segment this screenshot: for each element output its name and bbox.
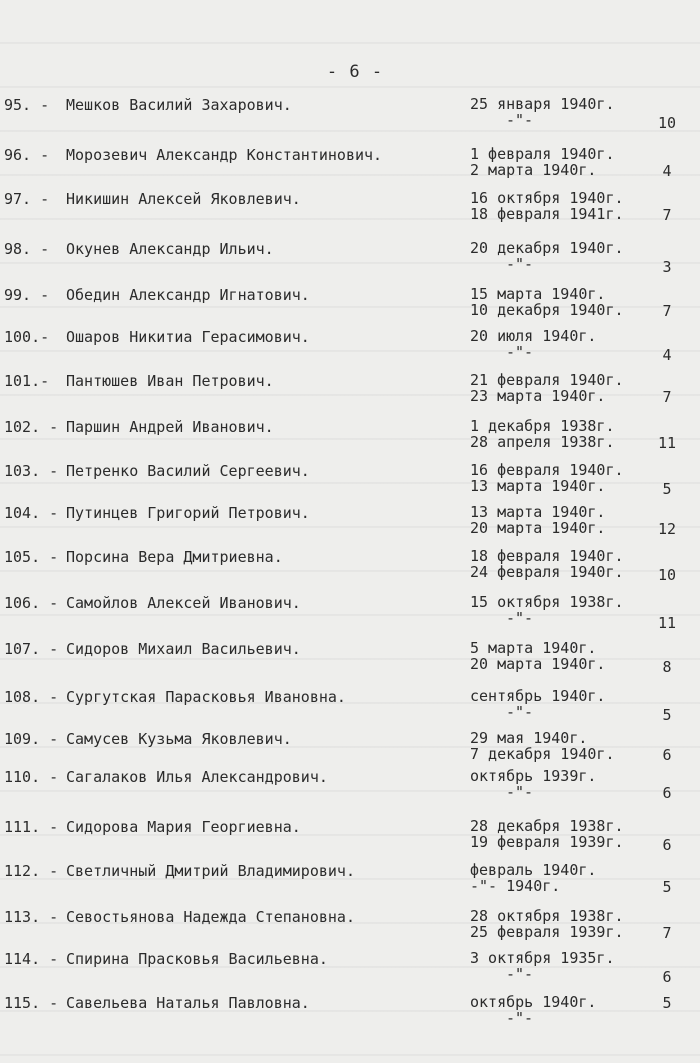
entry-date-start: 5 марта 1940г. [470,639,597,657]
entry-name: Ошаров Никитиа Герасимович. [66,328,310,346]
entry-number: 101.- [4,372,50,390]
entry-number: 97. - [4,190,50,208]
entry-number: 100.- [4,328,50,346]
entry-date-start: сентябрь 1940г. [470,687,606,705]
entry-count: 7 [662,302,672,320]
entry-date-end: -"- [506,343,534,361]
entry-number: 108. - [4,688,59,706]
entry-date-end: 7 декабря 1940г. [470,745,615,763]
entry-date-start: 20 декабря 1940г. [470,239,624,257]
entry-date-start: 3 октября 1935г. [470,949,615,967]
entry-count: 5 [662,994,672,1012]
entry-date-start: октябрь 1940г. [470,993,597,1011]
entry-count: 5 [662,706,672,724]
entry-count: 5 [662,480,672,498]
entry-name: Путинцев Григорий Петрович. [66,504,310,522]
entry-date-start: 1 декабря 1938г. [470,417,615,435]
entry-date-start: 15 марта 1940г. [470,285,606,303]
entry-count: 6 [662,968,672,986]
entry-number: 103. - [4,462,59,480]
entry-date-end: -"- [506,703,534,721]
entry-number: 114. - [4,950,59,968]
entry-date-start: 1 февраля 1940г. [470,145,615,163]
entry-number: 113. - [4,908,59,926]
entry-date-start: 20 июля 1940г. [470,327,597,345]
entry-date-end: 19 февраля 1939г. [470,833,624,851]
entry-count: 6 [662,836,672,854]
entry-number: 111. - [4,818,59,836]
entry-date-end: 20 марта 1940г. [470,519,606,537]
entry-date-end: 24 февраля 1940г. [470,563,624,581]
entry-date-start: февраль 1940г. [470,861,597,879]
entry-number: 112. - [4,862,59,880]
entry-number: 104. - [4,504,59,522]
entry-number: 115. - [4,994,59,1012]
entry-date-start: октябрь 1939г. [470,767,597,785]
entry-number: 107. - [4,640,59,658]
entry-date-end: 13 марта 1940г. [470,477,606,495]
entry-count: 12 [657,520,677,538]
entry-name: Самойлов Алексей Иванович. [66,594,301,612]
entry-date-end: 18 февраля 1941г. [470,205,624,223]
entry-date-start: 16 февраля 1940г. [470,461,624,479]
entry-date-end: -"- [506,1009,534,1027]
entry-count: 4 [662,162,672,180]
entry-count: 11 [657,614,677,632]
entry-count: 8 [662,658,672,676]
entry-name: Петренко Василий Сергеевич. [66,462,310,480]
entry-date-end: -"- 1940г. [470,877,561,895]
entry-name: Никишин Алексей Яковлевич. [66,190,301,208]
entry-number: 96. - [4,146,50,164]
entry-count: 7 [662,924,672,942]
entry-number: 106. - [4,594,59,612]
entry-number: 99. - [4,286,50,304]
entry-count: 7 [662,206,672,224]
entry-count: 10 [657,566,677,584]
entry-date-end: 28 апреля 1938г. [470,433,615,451]
entry-count: 4 [662,346,672,364]
entry-name: Сагалаков Илья Александрович. [66,768,328,786]
entry-count: 6 [662,784,672,802]
entry-name: Мешков Василий Захарович. [66,96,292,114]
entry-count: 3 [662,258,672,276]
entry-date-start: 29 мая 1940г. [470,729,588,747]
entry-count: 5 [662,878,672,896]
entry-name: Окунев Александр Ильич. [66,240,274,258]
entry-count: 11 [657,434,677,452]
entry-date-start: 28 декабря 1938г. [470,817,624,835]
entry-name: Самусев Кузьма Яковлевич. [66,730,292,748]
entry-number: 105. - [4,548,59,566]
entry-date-end: 25 февраля 1939г. [470,923,624,941]
entry-date-end: -"- [506,255,534,273]
list-item [0,640,700,694]
entry-count: 6 [662,746,672,764]
entry-date-start: 28 октября 1938г. [470,907,624,925]
list-item [0,994,700,1048]
entry-date-end: -"- [506,609,534,627]
entry-name: Пантюшев Иван Петрович. [66,372,274,390]
entry-name: Сургутская Парасковья Ивановна. [66,688,346,706]
entry-date-end: 23 марта 1940г. [470,387,606,405]
entry-date-end: 20 марта 1940г. [470,655,606,673]
page-number: - 6 - [326,62,384,82]
entry-name: Морозевич Александр Константинович. [66,146,383,164]
list-item [0,190,700,244]
entry-date-end: 10 декабря 1940г. [470,301,624,319]
entry-date-end: -"- [506,783,534,801]
entry-date-start: 13 марта 1940г. [470,503,606,521]
entry-number: 98. - [4,240,50,258]
list-item [0,768,700,822]
entry-number: 95. - [4,96,50,114]
entry-name: Светличный Дмитрий Владимирович. [66,862,355,880]
entry-number: 109. - [4,730,59,748]
entry-date-start: 16 октября 1940г. [470,189,624,207]
entry-name: Сидорова Мария Георгиевна. [66,818,301,836]
entry-name: Спирина Прасковья Васильевна. [66,950,328,968]
entry-number: 110. - [4,768,59,786]
entry-date-start: 18 февраля 1940г. [470,547,624,565]
entry-date-end: 2 марта 1940г. [470,161,597,179]
entry-name: Савельева Наталья Павловна. [66,994,310,1012]
entry-date-end: -"- [506,111,534,129]
list-item [0,96,700,150]
entry-date-end: -"- [506,965,534,983]
entry-number: 102. - [4,418,59,436]
entry-name: Обедин Александр Игнатович. [66,286,310,304]
entry-name: Порсина Вера Дмитриевна. [66,548,283,566]
entry-date-start: 15 октября 1938г. [470,593,624,611]
entry-name: Севостьянова Надежда Степановна. [66,908,355,926]
entry-count: 7 [662,388,672,406]
entry-name: Сидоров Михаил Васильевич. [66,640,301,658]
entry-date-start: 25 января 1940г. [470,95,615,113]
entry-count: 10 [657,114,677,132]
entry-date-start: 21 февраля 1940г. [470,371,624,389]
entry-name: Паршин Андрей Иванович. [66,418,274,436]
